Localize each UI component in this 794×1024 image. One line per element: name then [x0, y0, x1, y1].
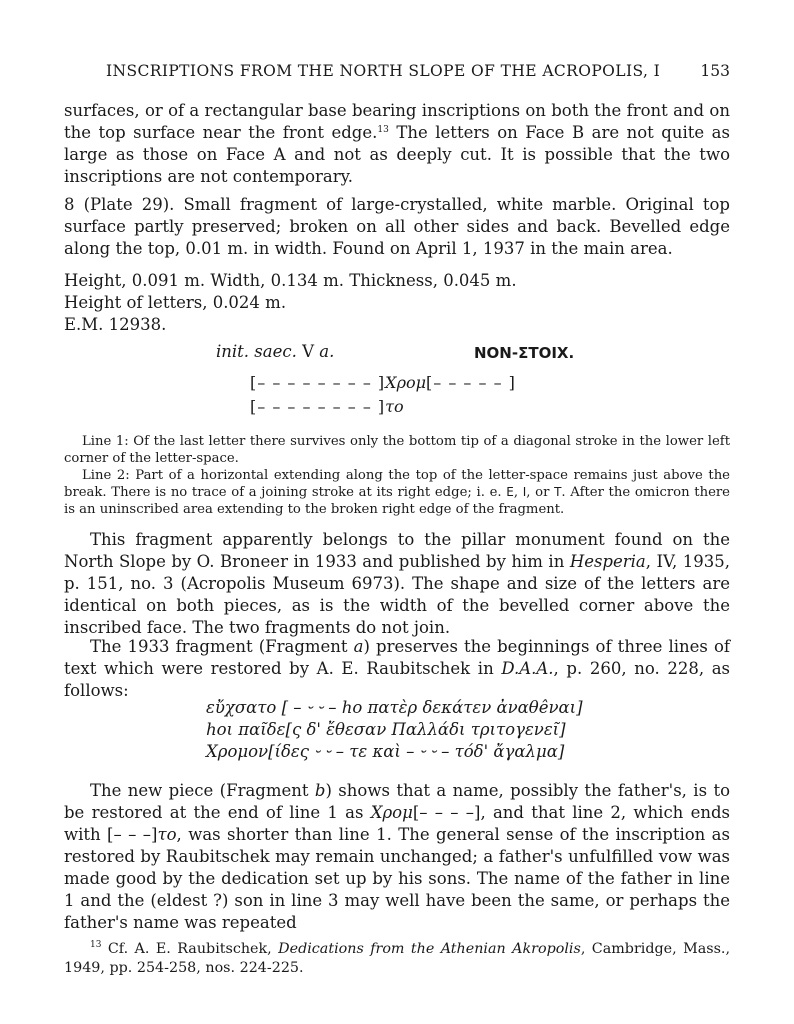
- paragraph-restoration: The 1933 fragment (Fragment a) preserves the beginnings of three lines of text which were restored by A. E. Raubitschek in D.A.A., p. 260, no. 228, as follows:: [64, 637, 730, 700]
- paragraph-new-piece: The new piece (Fragment b) shows that a name, possibly the father's, is to be restored at the end of line 1 as Χρομ[– – – –], and that line 2, which ends with [– – –]το, was shorter than line 1. The general sense of the inscription as restored by Raubitschek may remain unchanged; a father's unfulfilled vow was made good by the dedication set up by his sons. The name of the father in line 1 and the (eldest ?) son in line 3 may well have been the same, or perhaps the father's name was repeated: [64, 781, 731, 932]
- running-title: INSCRIPTIONS FROM THE NORTH SLOPE OF THE ACROPOLIS, I: [106, 62, 661, 80]
- catalogue-entry-8: 8 (Plate 29). Small fragment of large-crystalled, white marble. Original top surface partly preserved; broken on all other sides and back. Bevelled edge along the top, 0.01 m. in width. Found on April 1, 1937 in the main area.: [64, 195, 730, 258]
- epigraphic-notes: [64, 433, 730, 518]
- inscription-date: init. saec. V a.: [216, 342, 335, 361]
- note-line-2: Line 2: Part of a horizontal extending along the top of the letter-space remains just above the break. There is no trace of a joining stroke at its right edge; i. e. E, I, or T. After the omicron there is an uninscribed area extending to the broken right edge of the fragment.: [64, 468, 730, 517]
- page-number: 153: [700, 62, 730, 80]
- greek-restoration-line-2: ℎοι παῖδε[ς δ' ἔθεσαν Παλλάδι τριτογενεῖ]: [206, 720, 566, 739]
- dimensions: Height, 0.091 m. Width, 0.134 m. Thickness, 0.045 m.: [64, 271, 517, 290]
- entry-number: 8: [64, 195, 75, 214]
- page: [64, 0, 730, 1024]
- greek-restoration-line-1: εὔχσατο [ – ⏑ ⏑ – ℎο πατὲρ δεκάτεν ἀναθêναι]: [206, 698, 583, 717]
- inscription-style: NON-ΣΤΟΙΧ.: [474, 344, 575, 362]
- paragraph-fragment-join: This fragment apparently belongs to the pillar monument found on the North Slope by O. Broneer in 1933 and published by him in Hesperia, IV, 1935, p. 151, no. 3 (Acropolis Museum 6973). The shape and size of the letters are identical on both pieces, as is the width of the bevelled corner above the inscribed face. The two fragments do not join.: [64, 530, 731, 637]
- greek-restoration-line-3: Χρομον[ίδες ⏑ ⏑ – τε καὶ – ⏑ ⏑ – τόδ' ἄγαλμα]: [206, 742, 565, 761]
- letter-height: Height of letters, 0.024 m.: [64, 293, 287, 312]
- footnote-13: $^{13}$ Cf. A. E. Raubitschek, Dedications from the Athenian Akropolis, Cambridge, Mass., 1949, pp. 254-258, nos. 224-225.: [64, 940, 730, 977]
- paragraph-continuation: surfaces, or of a rectangular base bearing inscriptions on both the front and on the top surface near the front edge.$^{13}$ The letters on Face B are not quite as large as those on Face A and not as deeply cut. It is possible that the two inscriptions are not contemporary.: [64, 101, 730, 186]
- inscription-line-1: [– – – – – – – – ]Χρομ[– – – – – ]: [250, 373, 516, 392]
- footnote-reference[interactable]: 13: [377, 125, 389, 135]
- note-line-1: Line 1: Of the last letter there survives only the bottom tip of a diagonal stroke in the lower left corner of the letter-space.: [64, 434, 730, 466]
- inscription-line-2: [– – – – – – – – ]το: [250, 397, 404, 416]
- inventory-number: E.M. 12938.: [64, 315, 167, 334]
- measurements: [64, 270, 730, 336]
